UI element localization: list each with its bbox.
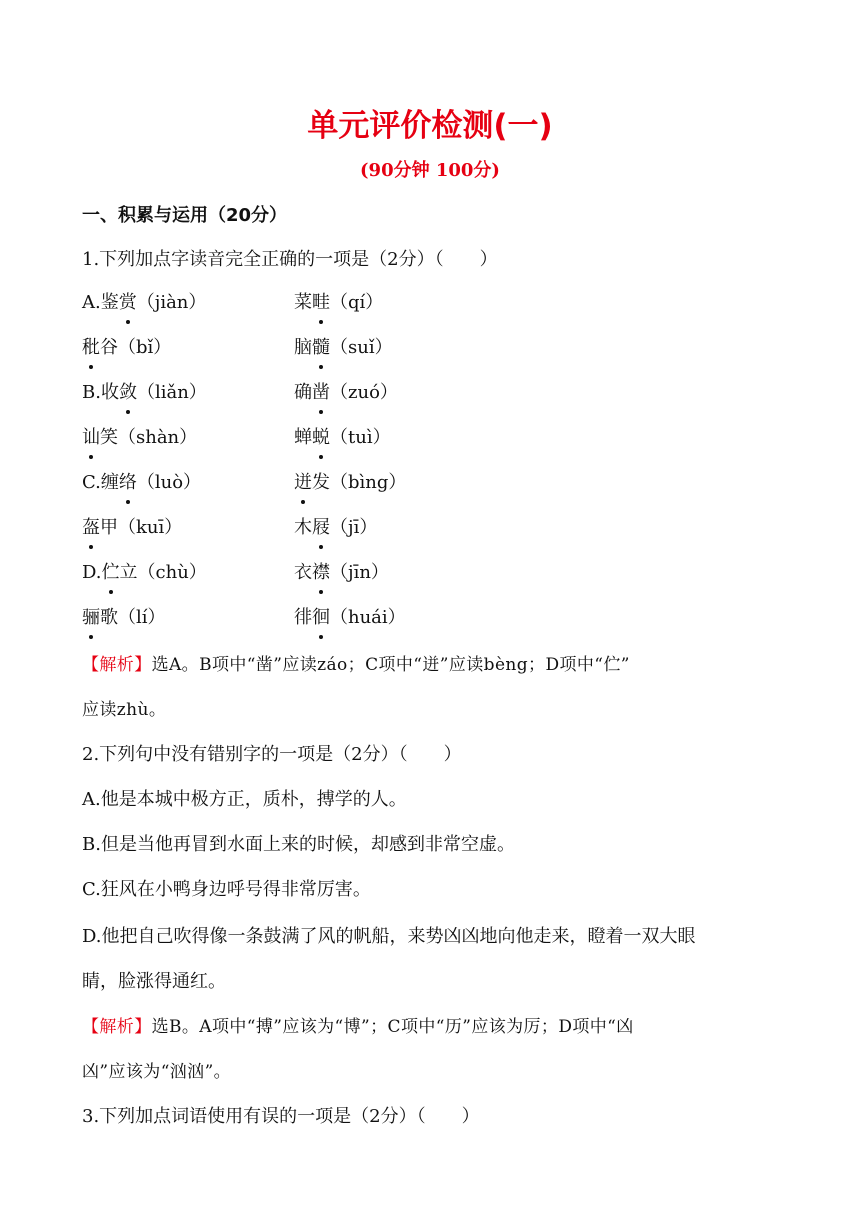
option-row-8-right [294,603,406,633]
option-pinyin: （zuó） [330,382,398,403]
dotted-character: 络 [119,468,137,498]
dotted-character: 襟 [312,558,330,588]
option-pinyin: （jīn） [330,562,389,583]
dotted-character: 赏 [119,288,137,318]
dotted-character: 畦 [312,288,330,318]
option-text: 确 [294,382,312,403]
option-pinyin: 立（chù） [119,562,207,583]
option-row-4-left [82,423,197,453]
dotted-character: 盔 [82,513,100,543]
dotted-character: 蜕 [312,423,330,453]
option-text: 徘 [294,607,312,628]
option-row-6-right [294,513,377,543]
question-2-analysis [82,1012,782,1042]
option-row-7-right [294,558,389,588]
question-1-analysis [82,650,782,680]
option-pinyin: （jī） [330,517,378,538]
option-row-7-left [82,558,207,588]
option-row-5-right [294,468,406,498]
option-text: 衣 [294,562,312,583]
dotted-character: 讪 [82,423,100,453]
dotted-character: 迸 [294,468,312,498]
dotted-character: 凿 [312,378,330,408]
dotted-character: 徊 [312,603,330,633]
dotted-character: 骊 [82,603,100,633]
option-pinyin: （liǎn） [136,382,207,403]
option-pinyin: （jiàn） [136,292,207,313]
option-pinyin: （qí） [330,292,384,313]
option-row-4-right [294,423,391,453]
option-pinyin: 歌（lí） [100,607,166,628]
question-2-option-d-cont: 睛，脸涨得通红。 [82,971,226,992]
option-row-1-right [294,288,383,318]
option-pinyin: （suǐ） [330,337,393,358]
option-row-2-left [82,333,171,363]
page-subtitle: (90分钟 100分) [360,160,500,181]
question-2-option-d: D.他把自己吹得像一条鼓满了风的帆船，来势凶凶地向他走来，瞪着一双大眼 [82,926,696,947]
section-heading: 一、积累与运用（20分） [82,205,288,226]
option-pinyin: 谷（bǐ） [100,337,172,358]
option-text: C.缠 [82,472,119,493]
option-row-6-left [82,513,182,543]
analysis-text: 选B。A项中“搏”应该为“博”；C项中“历”应该为厉；D项中“凶 [151,1017,634,1037]
question-3-stem: 3.下列加点词语使用有误的一项是（2分）（ ） [82,1106,480,1127]
option-row-5-left [82,468,201,498]
dotted-character: 敛 [119,378,137,408]
question-1-stem: 1.下列加点字读音完全正确的一项是（2分）（ ） [82,249,498,270]
option-row-3-right [294,378,398,408]
option-text: 蝉 [294,427,312,448]
option-pinyin: （luò） [136,472,202,493]
option-pinyin: 发（bìng） [312,472,407,493]
option-text: D. [82,562,102,583]
option-text: B.收 [82,382,119,403]
question-2-option-c: C.狂风在小鸭身边呼号得非常厉害。 [82,879,371,900]
dotted-character: 伫 [102,558,120,588]
option-text: 木 [294,517,312,538]
option-text: A.鉴 [82,292,119,313]
dotted-character: 秕 [82,333,100,363]
question-2-analysis-cont: 凶”应该为“汹汹”。 [82,1062,232,1082]
option-row-1-left [82,288,206,318]
option-pinyin: （tuì） [330,427,391,448]
dotted-character: 髓 [312,333,330,363]
option-row-8-left [82,603,166,633]
option-pinyin: （huái） [330,607,406,628]
dotted-character: 屐 [312,513,330,543]
question-2-option-a: A.他是本城中极方正，质朴，搏学的人。 [82,789,407,810]
question-2-option-b: B.但是当他再冒到水面上来的时候，却感到非常空虚。 [82,834,515,855]
analysis-tag: 【解析】 [82,655,152,675]
option-row-2-right [294,333,393,363]
option-pinyin: 笑（shàn） [100,427,198,448]
question-2-stem: 2.下列句中没有错别字的一项是（2分）（ ） [82,744,462,765]
option-pinyin: 甲（kuī） [100,517,183,538]
analysis-tag: 【解析】 [82,1017,152,1037]
option-text: 菜 [294,292,312,313]
option-row-3-left [82,378,207,408]
page-title: 单元评价检测(一) [307,108,553,144]
analysis-text: 选A。B项中“凿”应读záo；C项中“迸”应读bèng；D项中“伫” [151,655,630,675]
option-text: 脑 [294,337,312,358]
question-1-analysis-cont: 应读zhù。 [82,700,167,720]
